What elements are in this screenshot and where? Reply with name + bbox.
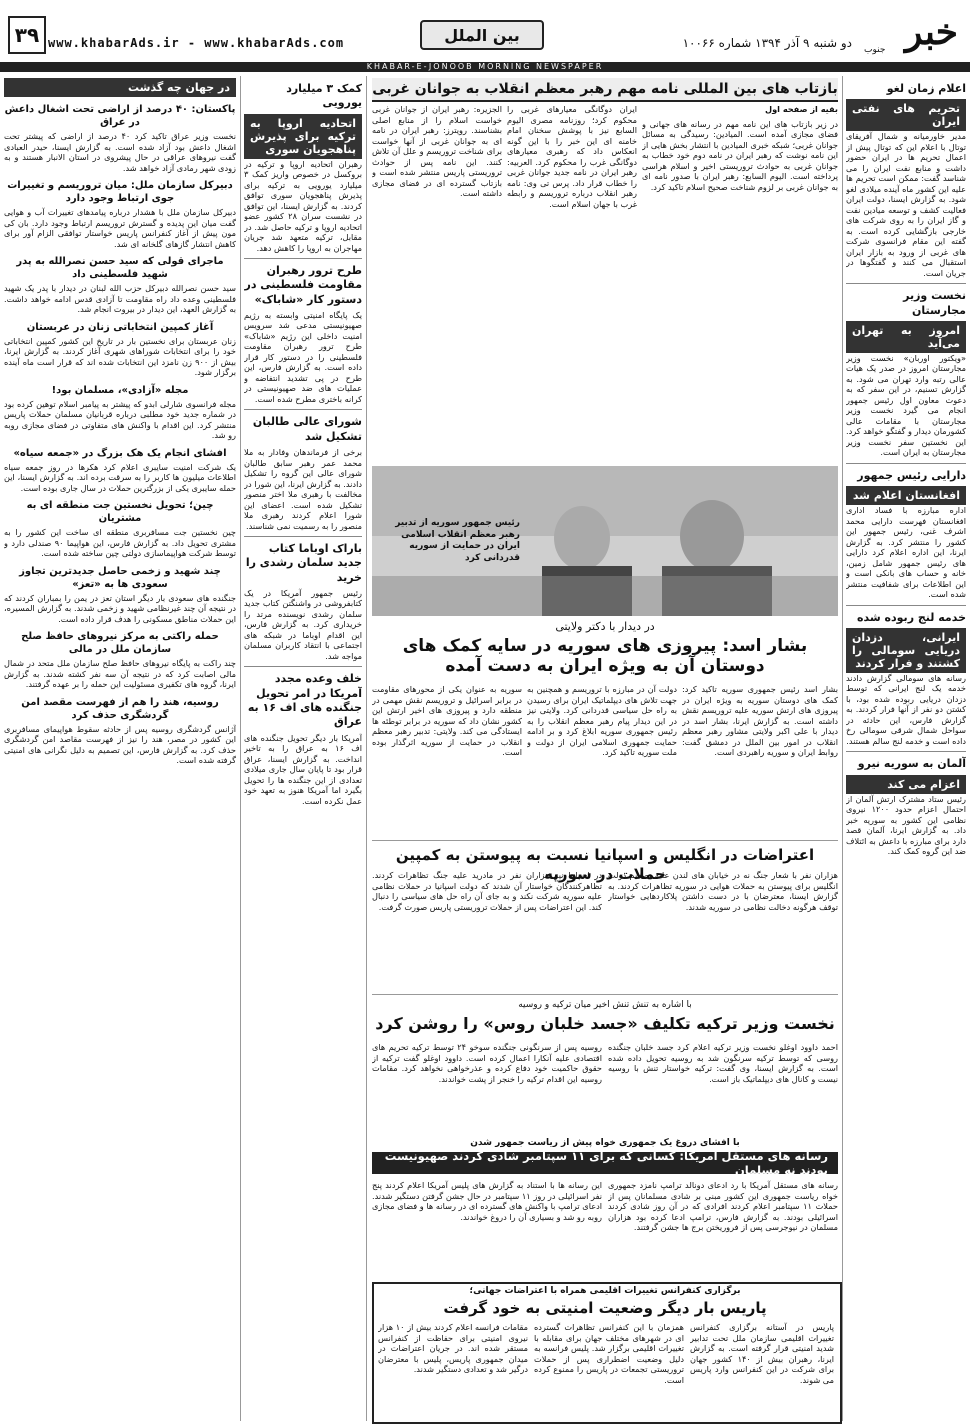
right-section2-title: نخست وزیر مجارستان	[903, 289, 966, 317]
assad-body-b: دولت آن در مبارزه با تروریسم و همچنین به جهت تلاش های دیپلماتیک ایران برای رسیدن به راه حل سیاسی قدردانی کرد. ولایتی نیز در این دیدار پیام رهبر معظم انقلاب را به رئیس جمهوری سوریه ابلاغ کرد و بر ادامه حمایت جمهوری اسلامی ایران از دولت و ملت سوریه تاکید کرد.	[527, 684, 677, 757]
left-item9-title: حمله راکتی به مرکز نیروهای حافظ صلح سازمان ملل در مالی	[21, 631, 219, 655]
right-section4-body: رسانه های سومالی گزارش دادند خدمه یک لنج ایرانی که توسط دزدان دریایی ربوده شده بود، با کشتن دو نفر از آنها فرار کردند. به گزارش فارس، این حادثه در سواحل شمال شرقی سومالی رخ داده است و خدمه لنج سالم هستند.	[846, 672, 966, 746]
left-item5-title: مجله «آزادی»، مسلمان بود!	[51, 384, 189, 396]
left-item3-body: سید حسن نصرالله دبیرکل حزب الله لبنان در دیدار با پدر یک شهید فلسطینی وعده داد راه مقاومت تا آزادی قدس ادامه خواهد داشت. به گزارش العهد، این دیدار در بیروت انجام شد.	[4, 283, 236, 314]
world-news-box-title: در جهان چه گذشت	[4, 78, 236, 97]
turkey-headline: نخست وزیر ترکیه تکلیف «جسد خلبان روس» را روشن کرد	[375, 1014, 835, 1033]
letter-reactions-body-c: الجزیره: رهبر ایران از جوانان غربی خواست اسلام را از منابع اصلی بشناسند. رویترز: رهبر ایران در نامه ای به جوانان غربی از آنها خواست برای شناخت تروریسم و علل آن تلاش کنند. این نامه پس از حوادث تروریستی پاریس منتشر شده است و بازتاب گسترده ای در فضای مجازی داشته است.	[372, 104, 502, 198]
right-section3-title: دارایی رئیس جمهور	[857, 468, 966, 482]
left-item2-body: دبیرکل سازمان ملل با هشدار درباره پیامدهای تغییرات آب و هوایی گفت میان این پدیده و گسترش تروریسم ارتباط وجود دارد. بان کی مون پیش از آغاز کنفرانس پاریس خواستار توافقی الزام آور برای کاهش انتشار گازهای گلخانه ای شد.	[4, 207, 236, 249]
protests-col-2	[372, 870, 602, 988]
left-item6-title: افشای انجام یک هک بزرگ در «جمعه سیاه»	[13, 447, 227, 459]
mid-item5-title: خلف وعده مجدد آمریکا در امر تحویل جنگنده های اف ۱۶ به عراق	[247, 672, 362, 729]
section-label: بین الملل	[420, 20, 544, 50]
assad-body-a: بشار اسد رئیس جمهوری سوریه تاکید کرد: کمک های دوستان سوریه به ویژه ایران در پیروزی های ارتش سوریه علیه تروریسم نقش داشته است. به گزارش ایرنا، بشار اسد در دیدار با علی اکبر ولایتی مشاور رهبر معظم انقلاب در امور بین الملل در دمشق گفت: روابط ایران و سوریه راهبردی است.	[682, 684, 838, 757]
assad-col-2	[527, 684, 677, 834]
letter-reactions-col-3	[372, 104, 502, 462]
right-section4-subtitle: ایرانی، دزدان دریایی سومالی را کشتند و فرار کردند	[846, 628, 966, 673]
mid-item5-body: آمریکا بار دیگر تحویل جنگنده های اف ۱۶ به عراق را به تاخیر انداخت. به گزارش ایسنا، عراق قرار بود تا پایان سال جاری میلادی تعدادی از این جنگنده ها را تحویل بگیرد اما آمریکا هنوز به تعهد خود عمل نکرده است.	[244, 732, 362, 806]
left-item8-title: چند شهید و زخمی حاصل جدیدترین تجاوز سعودی ها به «تعز»	[19, 565, 221, 590]
trump-col-1	[608, 1180, 838, 1278]
left-item3-title: ماجرای قولی که سید حسن نصرالله به پدر شهید فلسطینی داد	[16, 256, 224, 280]
letter-reactions-byline: بقیه از صفحه اول	[764, 104, 838, 114]
right-section5-body: رئیس ستاد مشترک ارتش آلمان از احتمال اعزام حدود ۱۲۰۰ نیروی نظامی این کشور به سوریه خبر داد. به گزارش ایرنا، آلمان قصد دارد برای مبارزه با داعش به ائتلاف ضد این گروه کمک کند.	[846, 793, 966, 857]
turkey-col-2	[372, 1042, 602, 1134]
right-section2-subtitle: امروز به تهران می‌آید	[846, 321, 966, 353]
left-item7-body: چین نخستین جت مسافربری منطقه ای ساخت این کشور را به مشتری تحویل داد. به گزارش فارس، این هواپیما ۹۰ صندلی دارد و توسط شرکت هواپیماسازی دولتی چین ساخته شده است.	[4, 527, 236, 558]
climate-body-c: مقامات فرانسه اعلام کردند بیش از ۱۰ هزار نیروی امنیتی برای حفاظت از کنفرانس مستقر شده اند. در جریان اعتراضات در میدان جمهوری پاریس، پلیس با معترضان درگیر شد و تعدادی دستگیر شدند.	[378, 1322, 528, 1374]
turkey-body-a: احمد داوود اوغلو نخست وزیر ترکیه اعلام کرد جسد خلبان جنگنده روسی که توسط ترکیه سرنگون شد به روسیه تحویل داده شده است. به گزارش ایسنا، وی گفت: ترکیه خواستار تنش با روسیه نیست و کانال های دیپلماتیک باز است.	[608, 1042, 838, 1084]
right-section-body: مدیر خاورمیانه و شمال آفریقای توتال با اعلام این که توتال پیش از اعمال تحریم ها در ایران حضور داشت و منابع نفت ایران را می شناسد گفت: ممکن است تحریم ها علیه این کشور ماه آینده میلادی لغو شود. به گزارش ایسنا، دولت ایران فعالیت کشف و توسعه میادین نفت و گاز ایران را به روی شرکت های خارجی بازگشایی کرده است. به گفته این مقام فرانسوی شرکت های غربی از ورود به بازار ایران استقبال می کنند و گفتگوها در جریان است.	[846, 131, 966, 278]
mid-item4-body: رئیس جمهور آمریکا در یک کتابفروشی در واشنگتن کتاب جدید سلمان رشدی نویسنده مرتد را خریداری کرد. به گزارش فارس، این اقدام اوباما در شبکه های اجتماعی با انتقاد کاربران مسلمان مواجه شد.	[244, 587, 362, 661]
rule-mid	[366, 76, 367, 1421]
left-item4-title: آغاز کمپین انتخاباتی زنان در عربستان	[26, 321, 214, 333]
page-number: ۳۹	[8, 16, 46, 54]
letter-reactions-body-b: ایران دوگانگی معیارهای غربی را محکوم کرد؛ روزنامه مصری الیوم السابع نیز با پوشش سخنان امام خامنه ای این خبر را با این گونه انعکاس داد که رهبری معیارهای دوگانگی غرب را محکوم کرد. العربیه: رهبر ایران در نامه جدید جوانان غربی را خطاب قرار داد. پرس تی وی: نامه رهبر انقلاب درباره تروریسم و رابطه غرب با جهان اسلام است.	[507, 104, 637, 209]
issue-dateline: دو شنبه ۹ آذر ۱۳۹۴ شماره ۱۰۰۶۶	[682, 36, 852, 50]
mid-item2-body: یک پایگاه امنیتی وابسته به رژیم صهیونیستی مدعی شد سرویس امنیت داخلی این رژیم «شاباک» طرح ترور رهبران مقاومت فلسطینی را در دستور کار قرار داده است. به گزارش فارس، این طرح در پی تشدید انتفاضه و عملیات های ضد صهیونیستی در کرانه باختری مطرح شده است.	[244, 309, 362, 404]
logo-text: خبر	[905, 11, 958, 53]
left-column	[4, 78, 236, 1418]
logo-sub: جنوب	[864, 45, 886, 55]
climate-kicker: برگزاری کنفرانس تغییرات اقلیمی همراه با اعتراضات جهانی؛	[469, 1286, 741, 1296]
assad-col-3	[372, 684, 522, 834]
right-section4-title: خدمه لنج ربوده شده	[857, 610, 966, 624]
mid-item1-subtitle: اتحادیه اروپا به ترکیه برای پذیرش پناهجویان سوری	[244, 114, 362, 159]
mid-item1-title: کمک ۳ میلیارد یورویی	[286, 82, 362, 110]
trump-headline: رسانه های مستقل آمریکا: کسانی که برای ۱۱ سپتامبر شادی کردند صهیونیست بودند نه مسلمان	[372, 1152, 838, 1174]
climate-col-3	[378, 1322, 528, 1416]
climate-headline: پاریس بار دیگر وضعیت امنیتی به خود گرفت	[443, 1299, 767, 1317]
mid-item4-title: باراک اوباما کتاب جدید سلمان رشدی را خرید	[245, 542, 362, 584]
assad-col-1	[682, 684, 838, 834]
photo-caption: رئیس جمهور سوریه از تدبیر رهبر معظم انقلاب اسلامی ایران در حمایت از سوریه قدردانی کرد	[395, 518, 520, 564]
protests-col-1	[608, 870, 838, 988]
mid-item1-body: رهبران اتحادیه اروپا و ترکیه در بروکسل در خصوص واریز کمک ۳ میلیارد یورویی به ترکیه برای پذیرش پناهجویان سوری توافق کردند. به گزارش ایسنا، این توافق در نشست سران ۲۸ کشور عضو اتحادیه اروپا و ترکیه حاصل شد. در مقابل، ترکیه متعهد شد جریان مهاجران به اروپا را کاهش دهد.	[244, 158, 362, 253]
left-item8-body: جنگنده های سعودی بار دیگر استان تعز در یمن را بمباران کردند که در نتیجه آن چند غیرنظامی شهید و زخمی شدند. به گزارش المسیره، این حملات مناطق مسکونی را هدف قرار داده است.	[4, 592, 236, 624]
climate-col-2	[534, 1322, 684, 1416]
assad-headline: بشار اسد: پیروزی های سوریه در سایه کمک های دوستان آن به ویژه ایران به دست آمده	[402, 636, 808, 677]
left-item9-body: چند راکت به پایگاه نیروهای حافظ صلح سازمان ملل متحد در شمال مالی اصابت کرد که در نتیجه آن سه نفر کشته شدند. به گزارش ایرنا، گروه های تکفیری مسئولیت این حمله را بر عهده گرفتند.	[4, 658, 236, 689]
climate-body-a: پاریس در آستانه برگزاری کنفرانس تغییرات اقلیمی سازمان ملل تحت تدابیر شدید امنیتی قرار گرفته است. به گزارش ایرنا، رهبران بیش از ۱۴۰ کشور جهان برای شرکت در این کنفرانس وارد پاریس می شوند.	[690, 1322, 834, 1385]
mid-item3-body: برخی از فرماندهان وفادار به ملا محمد عمر رهبر سابق طالبان شورای عالی این گروه را تشکیل دادند. به گزارش ایرنا، این شورا در مخالفت با رهبری ملا اختر منصور تشکیل شده است. اعضای این شورا اعلام کردند رهبری ملا منصور را به رسمیت نمی شناسند.	[244, 447, 362, 531]
protests-body-a: هزاران نفر با شعار جنگ نه در خیابان های لندن علیه تصمیم دولت انگلیس برای پیوستن به حملات هوایی در سوریه تظاهرات کردند. به گزارش ایسنا، معترضان با در دست داشتن پلاکاردهایی خواستار توقف هرگونه دخالت نظامی در سوریه شدند.	[608, 870, 838, 912]
protests-headline: اعتراضات در انگلیس و اسپانیا نسبت به پیوستن به کمپین حملات در سوریه	[395, 846, 815, 883]
logo-icon	[858, 6, 962, 56]
right-section3-body: اداره مبارزه با فساد اداری افغانستان فهرست دارایی محمد اشرف غنی، رئیس جمهور این کشور را منتشر کرد. به گزارش ایرنا، این اداره اعلام کرد دارایی های رئیس جمهور شامل زمین، خانه و حساب های بانکی است و این اطلاعات برای شفافیت منتشر شده است.	[846, 505, 966, 600]
website-url[interactable]: www.khabarAds.ir - www.khabarAds.com	[48, 36, 345, 50]
tagline-bar: KHABAR-E-JONOOB MORNING NEWSPAPER	[0, 62, 970, 72]
letter-reactions-body-a: در زیر بازتاب های این نامه مهم در رسانه های جهانی و فضای مجازی آمده است. المیادین: رسیدگی به مسائل جوانان غربی؛ شبکه خبری المیادین با انتشار بخش هایی از این نامه نوشت که رهبر ایران در نامه دوم خود خطاب به جوانان غربی به حوادث تروریستی اخیر و اسلام هراسی پرداخته است. الیوم السابع: رهبر ایران با صدور نامه ای به جوانان غربی بر لزوم شناخت صحیح اسلام تاکید کرد.	[642, 118, 838, 192]
left-item5-body: مجله فرانسوی شارلی ابدو که پیشتر به پیامبر اسلام توهین کرده بود در شماره جدید خود مطلبی درباره قربانیان مسلمان حملات پاریس منتشر کرد. این اقدام با واکنش های متفاوتی در فضای مجازی روبه رو شد.	[4, 398, 236, 440]
mid-item3-title: شورای عالی طالبان تشکیل شد	[252, 415, 362, 443]
left-item1-title: پاکستان: ۴۰ درصد از اراضی تحت اشغال داعش در عراق	[4, 104, 236, 128]
climate-col-1	[690, 1322, 834, 1416]
letter-reactions-headline: بازتاب های بین المللی نامه مهم رهبر معظم انقلاب به جوانان غربی	[372, 78, 838, 102]
mid-item2-title: طرح ترور رهبران مقاومت فلسطینی در دستور کار «شاباک»	[244, 264, 362, 306]
trump-body-b: این رسانه ها با استناد به گزارش های پلیس آمریکا اعلام کردند پنج نفر اسرائیلی در روز ۱۱ سپتامبر در حال جشن گرفتن دستگیر شدند. ادعای ترامپ با واکنش های گسترده ای در رسانه ها و فضای مجازی روبه رو شد و بسیاری آن را دروغ خواندند.	[372, 1180, 602, 1222]
left-item2-title: دبیرکل سازمان ملل: میان تروریسم و تغییرات جوی ارتباط وجود دارد	[7, 180, 233, 204]
assad-body-c: سوریه به عنوان یکی از محورهای مقاومت در برابر اسرائیل و تروریسم نقش مهمی در منطقه دارد و پیروزی های اخیر ارتش این کشور نشان داد که سوریه در برابر توطئه ها ایستادگی می کند. ولایتی: تدبیر رهبر معظم انقلاب در حمایت از سوریه اثرگذار بوده است.	[372, 684, 522, 757]
turkey-col-1	[608, 1042, 838, 1134]
protests-body-b: در اسپانیا نیز هزاران نفر در مادرید علیه جنگ تظاهرات کردند. تظاهرکنندگان خواستار آن شدند که دولت اسپانیا در حملات نظامی علیه سوریه شرکت نکند و به جای آن راه حل های سیاسی را دنبال کند. این اعتراضات پس از حملات تروریستی پاریس صورت گرفت.	[372, 870, 602, 912]
right-section2-body: «ویکتور اوربان» نخست وزیر مجارستان امروز در صدر یک هیات عالی رتبه وارد تهران می شود. به گزارش تسنیم، در این سفر که به دعوت معاون اول رئیس جمهور انجام می گیرد نخست وزیر مجارستان با مقامات عالی کشورمان دیدار و گفتگو خواهد کرد. این نخستین سفر نخست وزیر مجارستان به ایران است.	[846, 352, 966, 458]
mid-column	[244, 78, 362, 1418]
right-section-title: اعلام زمان لغو	[886, 82, 966, 95]
left-item6-body: یک شرکت امنیت سایبری اعلام کرد هکرها در روز جمعه سیاه اطلاعات میلیون ها کاربر را به سرقت برده اند. به گزارش ایسنا، این حمله سایبری یکی از بزرگترین حملات در سال جاری بوده است.	[4, 461, 236, 493]
masthead	[0, 0, 970, 62]
right-column	[846, 78, 966, 1418]
trump-body-a: رسانه های مستقل آمریکا با رد ادعای دونالد ترامپ نامزد جمهوری خواه ریاست جمهوری این کشور مبنی بر شادی مسلمانان پس از حملات ۱۱ سپتامبر اعلام کردند افرادی که در آن روز شادی کردند اسرائیلی بودند. به گزارش فارس، ترامپ ادعا کرده بود هزاران مسلمان در نیوجرسی پس از فروریختن برج ها جشن گرفتند.	[608, 1180, 838, 1232]
newspaper-logo	[858, 6, 962, 56]
climate-body-b: همزمان با این کنفرانس تظاهرات گسترده ای در شهرهای مختلف جهان برای مقابله با تغییرات اقلیمی برگزار شد. پلیس فرانسه به دلیل وضعیت اضطراری پس از حملات تروریستی تجمعات در پاریس را ممنوع کرده است.	[534, 1322, 684, 1385]
left-item1-body: نخست وزیر عراق تاکید کرد ۴۰ درصد از اراضی که پیشتر تحت اشغال داعش بود آزاد شده است. به گزارش ایسنا، حیدر العبادی گفت نیروهای عراقی در حال پیشروی در استان الانبار هستند و به زودی شهر رمادی آزاد خواهد شد.	[4, 131, 236, 173]
right-section-subtitle: تحریم های نفتی ایران	[846, 99, 966, 131]
assad-kicker: در دیدار با دکتر ولایتی	[555, 620, 655, 633]
letter-reactions-col-1	[642, 104, 838, 462]
left-item10-title: روسیه، هند را هم از فهرست مقصد امن گردشگری حذف کرد	[21, 696, 219, 721]
trump-kicker: با افشای دروغ یک جمهوری خواه پیش از ریاست جمهور شدن	[470, 1138, 740, 1148]
right-section5-title: آلمان به سوریه نیرو	[857, 757, 966, 771]
turkey-kicker: با اشاره به تنش تنش اخیر میان ترکیه و روسیه	[518, 1000, 692, 1010]
rule-left	[240, 76, 241, 1421]
left-item4-body: زنان عربستان برای نخستین بار در تاریخ این کشور کمپین انتخاباتی خود را برای انتخابات شوراهای شهری آغاز کردند. به گزارش ایرنا، بیش از ۹۰۰ زن نامزد این انتخابات شده اند که قرار است ماه آینده برگزار شود.	[4, 335, 236, 377]
right-section5-subtitle: اعزام می کند	[846, 775, 966, 794]
rule-right	[842, 76, 843, 1421]
trump-col-2	[372, 1180, 602, 1278]
left-item7-title: چین؛ تحویل نخستین جت منطقه ای به مشتریان	[26, 500, 214, 524]
left-item10-body: آژانس گردشگری روسیه پس از حادثه سقوط هواپیمای مسافربری این کشور در مصر، هند را نیز از فهرست مقاصد امن گردشگری حذف کرد. به گزارش فارس، این تصمیم به دلیل نگرانی های امنیتی گرفته شده است.	[4, 723, 236, 765]
right-section3-subtitle: افغانستان اعلام شد	[846, 486, 966, 505]
letter-reactions-col-2	[507, 104, 637, 462]
turkey-body-b: روسیه پس از سرنگونی جنگنده سوخو ۲۴ توسط ترکیه تحریم های اقتصادی علیه آنکارا اعمال کرده است. داوود اوغلو گفت ترکیه از حقوق حاکمیت خود دفاع کرده و عذرخواهی نخواهد کرد. مقامات روسیه این اقدام ترکیه را خنجر از پشت خواندند.	[372, 1042, 602, 1084]
